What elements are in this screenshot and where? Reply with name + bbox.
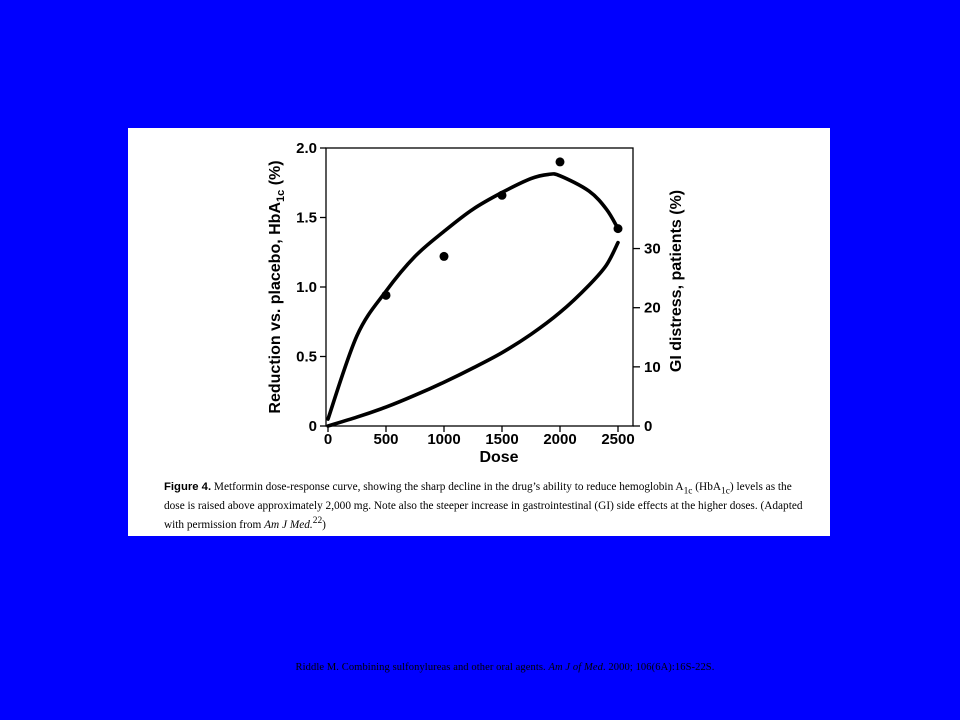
x-tick-label: 500 [373,431,399,448]
caption-text: Metformin dose-response curve, showing the sharp decline in the drug’s ability to reduce hemoglobin A [211,481,684,493]
figure-label: Figure 4. [164,481,212,493]
series-layer [328,157,623,426]
left-axis-title-unit: (%) [267,160,284,190]
hba1c-data-point [440,252,449,261]
caption-reference-number: 22 [312,516,323,527]
dose-response-chart [128,128,830,478]
citation-text: Riddle M. Combining sulfonylureas and other oral agents. [295,662,549,673]
x-tick-label: 2500 [601,431,635,448]
left-axis-ticks [296,140,326,435]
x-tick-label: 1000 [427,431,461,448]
left-tick-label: 1.5 [296,209,317,227]
caption-text: ) [322,519,326,532]
left-axis-title [267,160,287,413]
right-tick-label: 20 [644,299,661,317]
caption-journal: Am J Med. [264,519,313,532]
right-axis-ticks [633,241,661,435]
left-tick-label: 0.5 [296,348,317,366]
citation-journal: Am J of Med [548,662,603,673]
caption-subscript: 1c [683,486,693,497]
left-tick-label: 2.0 [296,140,317,157]
x-tick-label: 0 [323,431,333,448]
citation-text: . 2000; 106(6A):16S-22S. [602,662,715,673]
left-tick-label: 1.0 [296,279,317,296]
left-axis-title-main: Reduction vs. placebo, HbA [267,201,284,414]
x-axis-title: Dose [479,449,519,466]
x-tick-label: 1500 [485,431,519,448]
figure-caption [164,480,804,533]
x-tick-label: 2000 [543,431,577,448]
hba1c-fitted-curve [328,174,618,419]
caption-text: (HbA [692,481,722,493]
x-axis-ticks [324,426,635,448]
figure-panel [128,128,830,536]
left-tick-label: 0 [308,418,317,435]
left-axis-title-subscript: 1c [275,189,287,202]
hba1c-data-point [556,157,565,166]
caption-text: ) levels as the dose is raised above approximately 2,000 mg. Note also the steeper increase in gastrointestinal (GI) side effects at the higher doses. (Adapted with permission from [164,481,803,532]
right-tick-label: 0 [644,418,653,435]
gi-distress-curve [328,243,618,426]
right-axis-title: GI distress, patients (%) [668,189,685,373]
right-tick-label: 10 [644,358,661,376]
caption-subscript: 1c [721,486,730,497]
slide-citation [0,662,960,673]
right-tick-label: 30 [644,240,661,258]
